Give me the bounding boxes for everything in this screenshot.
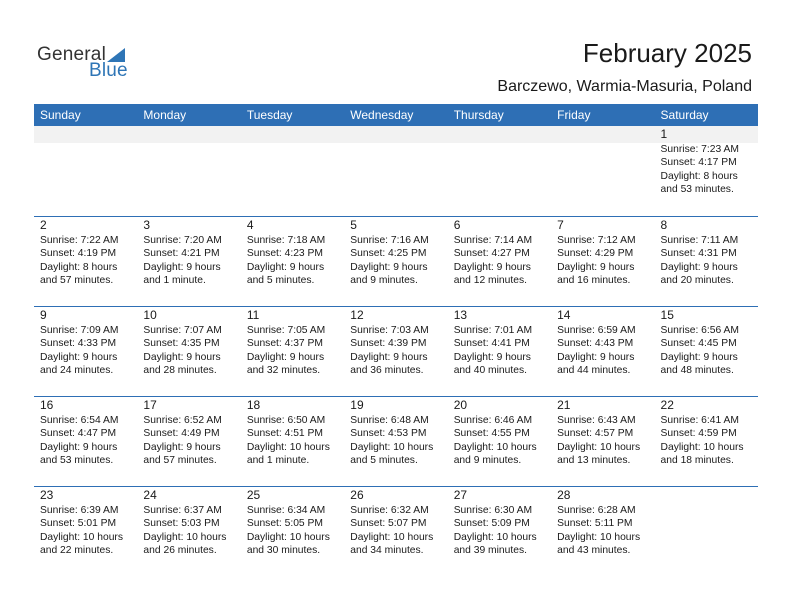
day-number: 10 <box>143 308 157 322</box>
daylight-minutes-text: and 22 minutes. <box>40 545 114 557</box>
day-number: 16 <box>40 398 54 412</box>
day-number: 17 <box>143 398 157 412</box>
sunset-text: Sunset: 4:55 PM <box>453 428 530 440</box>
sunrise-text: Sunrise: 7:11 AM <box>660 235 739 246</box>
page-title: February 2025 <box>582 38 752 68</box>
sunrise-text: Sunrise: 7:09 AM <box>40 325 119 336</box>
daylight-minutes-text: and 39 minutes. <box>453 545 527 557</box>
day-cell <box>448 487 551 576</box>
daylight-minutes-text: and 30 minutes. <box>246 545 321 557</box>
sunrise-text: Sunrise: 6:39 AM <box>40 505 119 516</box>
day-cell <box>241 217 344 306</box>
daylight-minutes-text: and 53 minutes. <box>660 184 734 196</box>
sunrise-text: Sunrise: 6:43 AM <box>557 415 636 426</box>
day-number: 15 <box>660 308 674 322</box>
weeks-container <box>34 126 758 576</box>
day-cell <box>655 307 758 396</box>
daylight-minutes-text: and 36 minutes. <box>350 365 424 377</box>
day-cell <box>137 217 240 306</box>
day-number: 8 <box>660 218 668 232</box>
daylight-text: Daylight: 8 hours <box>660 170 738 182</box>
sunset-text: Sunset: 5:03 PM <box>143 518 220 530</box>
sunrise-text: Sunrise: 7:23 AM <box>660 144 739 155</box>
daylight-text: Daylight: 9 hours <box>660 261 738 273</box>
day-number: 1 <box>655 126 758 143</box>
sunset-text: Sunset: 4:21 PM <box>143 248 220 260</box>
weekday-tuesday: Tuesday <box>246 108 293 122</box>
sunrise-text: Sunrise: 7:20 AM <box>143 235 222 246</box>
daylight-minutes-text: and 1 minute. <box>143 275 206 287</box>
daylight-text: Daylight: 9 hours <box>40 351 118 363</box>
location-subtitle: Barczewo, Warmia-Masuria, Poland <box>497 78 752 95</box>
day-number: 7 <box>557 218 564 232</box>
sunset-text: Sunset: 4:51 PM <box>246 428 323 440</box>
sunset-text: Sunset: 4:23 PM <box>246 248 323 260</box>
daylight-text: Daylight: 9 hours <box>246 261 325 273</box>
day-cell <box>34 307 137 396</box>
day-cell <box>551 307 654 396</box>
day-cell <box>655 217 758 306</box>
daylight-minutes-text: and 57 minutes. <box>143 455 217 467</box>
weekday-friday: Friday <box>557 108 591 122</box>
daylight-minutes-text: and 57 minutes. <box>40 275 114 287</box>
daylight-text: Daylight: 10 hours <box>40 531 123 543</box>
sunrise-text: Sunrise: 6:59 AM <box>557 325 636 336</box>
daylight-minutes-text: and 20 minutes. <box>660 275 734 287</box>
week-row <box>34 216 758 306</box>
empty-day-cell <box>137 126 240 143</box>
daylight-minutes-text: and 16 minutes. <box>557 275 631 287</box>
day-number: 13 <box>453 308 468 322</box>
day-number: 19 <box>350 398 364 412</box>
day-cell <box>137 487 240 576</box>
sunrise-text: Sunrise: 7:14 AM <box>453 235 533 246</box>
day-number: 4 <box>246 218 254 232</box>
day-number: 5 <box>350 218 357 232</box>
sunrise-text: Sunrise: 6:28 AM <box>557 505 636 516</box>
daylight-text: Daylight: 10 hours <box>660 441 744 453</box>
day-number: 22 <box>660 398 674 412</box>
logo <box>37 44 147 80</box>
calendar-grid <box>34 104 758 576</box>
daylight-text: Daylight: 9 hours <box>143 441 221 453</box>
day-number: 11 <box>246 308 260 322</box>
day-number: 2 <box>40 218 47 232</box>
day-number: 21 <box>557 398 571 412</box>
day-cell <box>34 487 137 576</box>
daylight-text: Daylight: 9 hours <box>143 261 221 273</box>
daylight-text: Daylight: 10 hours <box>557 441 641 453</box>
sunset-text: Sunset: 4:35 PM <box>143 338 220 350</box>
daylight-minutes-text: and 1 minute. <box>246 455 310 467</box>
weekday-thursday: Thursday <box>453 108 504 122</box>
sunrise-text: Sunrise: 6:50 AM <box>246 415 326 426</box>
daylight-minutes-text: and 9 minutes. <box>453 455 522 467</box>
sunset-text: Sunset: 4:49 PM <box>143 428 220 440</box>
daylight-minutes-text: and 28 minutes. <box>143 365 217 377</box>
sunrise-text: Sunrise: 6:34 AM <box>246 505 326 516</box>
daylight-minutes-text: and 44 minutes. <box>557 365 631 377</box>
sunset-text: Sunset: 4:25 PM <box>350 248 427 260</box>
day-cell <box>344 487 447 576</box>
sunrise-text: Sunrise: 6:54 AM <box>40 415 119 426</box>
sunset-text: Sunset: 4:29 PM <box>557 248 634 260</box>
sunset-text: Sunset: 5:07 PM <box>350 518 427 530</box>
sunrise-text: Sunrise: 7:03 AM <box>350 325 429 336</box>
daylight-text: Daylight: 10 hours <box>350 441 434 453</box>
daylight-minutes-text: and 5 minutes. <box>246 275 315 287</box>
logo-general-text: General <box>37 44 106 65</box>
sunset-text: Sunset: 4:53 PM <box>350 428 427 440</box>
day-number: 12 <box>350 308 364 322</box>
daylight-text: Daylight: 10 hours <box>557 531 641 543</box>
sunset-text: Sunset: 4:59 PM <box>660 428 737 440</box>
daylight-minutes-text: and 53 minutes. <box>40 455 114 467</box>
day-cell <box>241 307 344 396</box>
day-cell <box>551 217 654 306</box>
week-row <box>34 396 758 486</box>
weekday-header-row <box>34 104 758 126</box>
day-number: 23 <box>40 488 54 502</box>
sunset-text: Sunset: 4:33 PM <box>40 338 117 350</box>
day-number: 25 <box>246 488 261 502</box>
daylight-text: Daylight: 10 hours <box>453 441 537 453</box>
sunrise-text: Sunrise: 6:41 AM <box>660 415 739 426</box>
sunrise-text: Sunrise: 6:30 AM <box>453 505 533 516</box>
sunset-text: Sunset: 4:47 PM <box>40 428 117 440</box>
empty-day-cell <box>34 126 137 143</box>
empty-day-cell <box>241 126 344 143</box>
sunset-text: Sunset: 4:31 PM <box>660 248 737 260</box>
day-cell <box>448 217 551 306</box>
daylight-text: Daylight: 9 hours <box>557 261 635 273</box>
day-number: 3 <box>143 218 151 232</box>
sunrise-text: Sunrise: 7:07 AM <box>143 325 222 336</box>
daylight-text: Daylight: 9 hours <box>453 351 531 363</box>
day-number: 27 <box>453 488 468 502</box>
sunset-text: Sunset: 5:11 PM <box>557 518 633 530</box>
day-cell <box>655 397 758 486</box>
sunset-text: Sunset: 4:39 PM <box>350 338 427 350</box>
day-cell <box>344 307 447 396</box>
sunset-text: Sunset: 4:45 PM <box>660 338 737 350</box>
day-number: 18 <box>246 398 261 412</box>
sunrise-text: Sunrise: 7:16 AM <box>350 235 429 246</box>
sunset-text: Sunset: 4:57 PM <box>557 428 634 440</box>
week-row <box>34 486 758 576</box>
daylight-text: Daylight: 9 hours <box>557 351 635 363</box>
daylight-minutes-text: and 12 minutes. <box>453 275 527 287</box>
daylight-text: Daylight: 9 hours <box>40 441 118 453</box>
daylight-text: Daylight: 9 hours <box>453 261 531 273</box>
day-cell <box>344 397 447 486</box>
day-cell <box>34 397 137 486</box>
day-cell <box>241 487 344 576</box>
daylight-text: Daylight: 10 hours <box>350 531 434 543</box>
sunrise-text: Sunrise: 6:48 AM <box>350 415 429 426</box>
empty-day-cell <box>655 487 758 576</box>
daylight-text: Daylight: 9 hours <box>350 351 428 363</box>
sunrise-text: Sunrise: 6:32 AM <box>350 505 429 516</box>
empty-day-cell <box>448 126 551 143</box>
sunrise-text: Sunrise: 7:22 AM <box>40 235 119 246</box>
sunset-text: Sunset: 4:19 PM <box>40 248 117 260</box>
sunset-text: Sunset: 5:05 PM <box>246 518 323 530</box>
day-number: 6 <box>453 218 461 232</box>
daylight-minutes-text: and 43 minutes. <box>557 545 631 557</box>
sunrise-text: Sunrise: 6:37 AM <box>143 505 222 516</box>
logo-blue-text: Blue <box>89 60 128 81</box>
daylight-minutes-text: and 48 minutes. <box>660 365 734 377</box>
sunrise-text: Sunrise: 7:18 AM <box>246 235 326 246</box>
day-cell <box>551 397 654 486</box>
daylight-minutes-text: and 24 minutes. <box>40 365 114 377</box>
daylight-minutes-text: and 9 minutes. <box>350 275 418 287</box>
sunrise-text: Sunrise: 7:12 AM <box>557 235 636 246</box>
sunrise-text: Sunrise: 6:46 AM <box>453 415 533 426</box>
sunset-text: Sunset: 4:43 PM <box>557 338 634 350</box>
daylight-text: Daylight: 10 hours <box>143 531 227 543</box>
day-number: 24 <box>143 488 157 502</box>
day-number: 20 <box>453 398 468 412</box>
daylight-minutes-text: and 5 minutes. <box>350 455 418 467</box>
daylight-text: Daylight: 8 hours <box>40 261 118 273</box>
day-number: 9 <box>40 308 47 322</box>
day-cell <box>551 487 654 576</box>
daylight-text: Daylight: 10 hours <box>453 531 537 543</box>
daylight-text: Daylight: 10 hours <box>246 441 330 453</box>
sunrise-text: Sunrise: 7:01 AM <box>453 325 533 336</box>
sunset-text: Sunset: 4:41 PM <box>453 338 530 350</box>
day-cell <box>448 397 551 486</box>
day-number: 26 <box>350 488 364 502</box>
sunset-text: Sunset: 4:37 PM <box>246 338 323 350</box>
sunset-text: Sunset: 5:01 PM <box>40 518 117 530</box>
day-cell <box>655 126 758 216</box>
daylight-text: Daylight: 9 hours <box>660 351 738 363</box>
daylight-text: Daylight: 10 hours <box>246 531 330 543</box>
day-cell <box>344 217 447 306</box>
weekday-wednesday: Wednesday <box>350 108 414 122</box>
weekday-sunday: Sunday <box>40 108 81 122</box>
day-cell <box>241 397 344 486</box>
weekday-saturday: Saturday <box>660 108 709 122</box>
sunset-text: Sunset: 4:17 PM <box>660 157 737 169</box>
daylight-text: Daylight: 9 hours <box>143 351 221 363</box>
day-cell <box>137 397 240 486</box>
daylight-minutes-text: and 18 minutes. <box>660 455 734 467</box>
daylight-minutes-text: and 26 minutes. <box>143 545 217 557</box>
daylight-text: Daylight: 9 hours <box>246 351 325 363</box>
daylight-minutes-text: and 13 minutes. <box>557 455 631 467</box>
day-number: 14 <box>557 308 571 322</box>
day-cell <box>34 217 137 306</box>
sunset-text: Sunset: 5:09 PM <box>453 518 530 530</box>
empty-day-cell <box>344 126 447 143</box>
sunrise-text: Sunrise: 6:56 AM <box>660 325 739 336</box>
sunrise-text: Sunrise: 7:05 AM <box>246 325 326 336</box>
daylight-minutes-text: and 34 minutes. <box>350 545 424 557</box>
weekday-monday: Monday <box>143 108 187 122</box>
daylight-minutes-text: and 40 minutes. <box>453 365 527 377</box>
week-row <box>34 126 758 216</box>
empty-day-cell <box>551 126 654 143</box>
day-number: 28 <box>557 488 571 502</box>
week-row <box>34 306 758 396</box>
sunrise-text: Sunrise: 6:52 AM <box>143 415 222 426</box>
daylight-minutes-text: and 32 minutes. <box>246 365 321 377</box>
daylight-text: Daylight: 9 hours <box>350 261 428 273</box>
sunset-text: Sunset: 4:27 PM <box>453 248 530 260</box>
day-cell <box>448 307 551 396</box>
day-cell <box>137 307 240 396</box>
